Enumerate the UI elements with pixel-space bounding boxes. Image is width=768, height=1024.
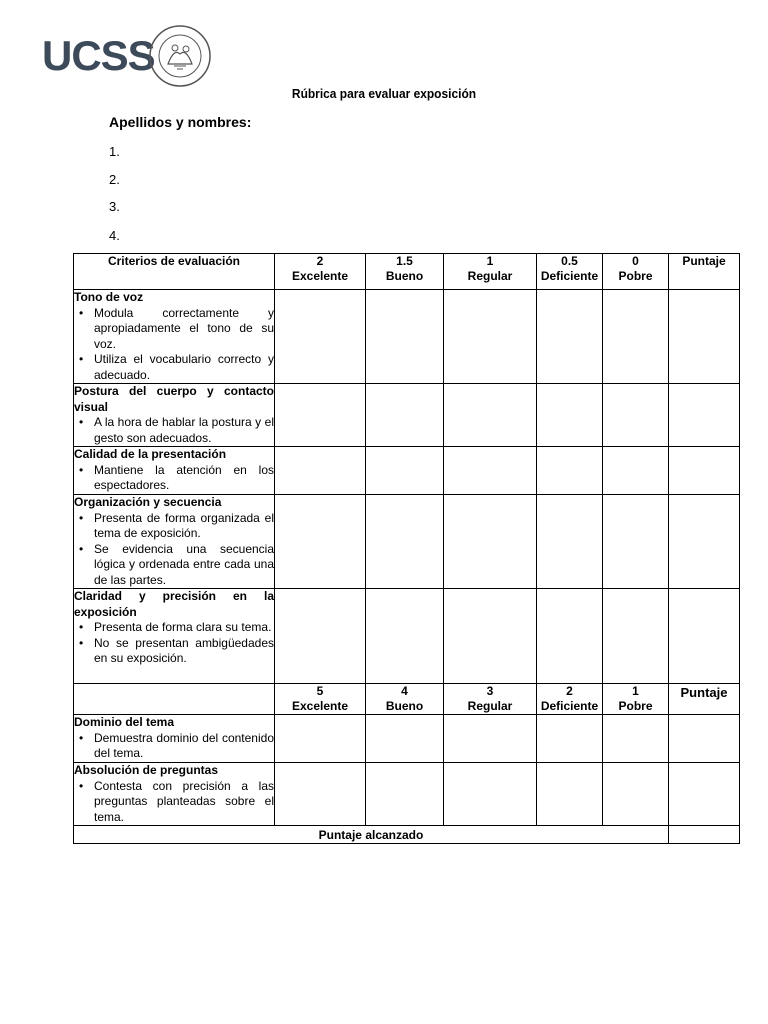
- score-cell[interactable]: [444, 495, 537, 589]
- criterion-cell: [74, 763, 275, 826]
- criterion-title: Calidad de la presentación: [74, 447, 227, 461]
- score-cell[interactable]: [603, 763, 669, 826]
- criterion-row: [74, 447, 740, 495]
- criterion-item: • Utiliza el vocabulario correcto y adecuado.: [94, 352, 274, 383]
- criterion-cell: [74, 495, 275, 589]
- level-header: 2 Excelente: [275, 254, 366, 290]
- criterion-row: [74, 589, 740, 684]
- criterion-row: [74, 763, 740, 826]
- logo-text: UCSS: [42, 32, 155, 79]
- score-cell[interactable]: [444, 290, 537, 384]
- score-cell[interactable]: [275, 384, 366, 447]
- score-cell[interactable]: [603, 589, 669, 684]
- points-cell[interactable]: [669, 495, 740, 589]
- document-title: Rúbrica para evaluar exposición: [291, 86, 477, 101]
- criterion-item: • No se presentan ambigüedades en su exposición.: [94, 636, 274, 667]
- level-header: 1.5 Bueno: [366, 254, 444, 290]
- criterion-row: [74, 384, 740, 447]
- criterion-item: • Mantiene la atención en los espectadores.: [94, 463, 274, 494]
- criterion-title: Organización y secuencia: [74, 495, 222, 509]
- criterion-cell: [74, 447, 275, 495]
- score-cell[interactable]: [444, 384, 537, 447]
- criterion-item: • Modula correctamente y apropiadamente el tono de su voz.: [94, 306, 274, 353]
- criterion-title: Postura del cuerpo y contacto visual: [74, 384, 274, 414]
- header-row: [74, 254, 740, 290]
- names-label: Apellidos y nombres:: [109, 114, 252, 130]
- score-header: Puntaje: [669, 254, 740, 290]
- criteria-header: Criterios de evaluación: [74, 254, 275, 290]
- rubric-table: [73, 253, 740, 844]
- criterion-title: Claridad y precisión en la exposición: [74, 589, 274, 619]
- points-cell[interactable]: [669, 290, 740, 384]
- criterion-row: [74, 715, 740, 763]
- criterion-title: Tono de voz: [74, 290, 144, 304]
- score-cell[interactable]: [603, 290, 669, 384]
- score-cell[interactable]: [537, 763, 603, 826]
- points-cell[interactable]: [669, 589, 740, 684]
- score-cell[interactable]: [603, 447, 669, 495]
- score-cell[interactable]: [366, 447, 444, 495]
- score-cell[interactable]: [366, 384, 444, 447]
- level-header: 0 Pobre: [603, 254, 669, 290]
- criterion-cell: [74, 589, 275, 684]
- score-cell[interactable]: [275, 589, 366, 684]
- score-cell[interactable]: [603, 495, 669, 589]
- score-cell[interactable]: [537, 447, 603, 495]
- criterion-title: Absolución de preguntas: [74, 763, 219, 777]
- score-cell[interactable]: [537, 589, 603, 684]
- level-header: 3 Regular: [444, 684, 537, 715]
- score-cell[interactable]: [537, 384, 603, 447]
- score-cell[interactable]: [537, 715, 603, 763]
- score-cell[interactable]: [366, 495, 444, 589]
- score-cell[interactable]: [444, 715, 537, 763]
- criterion-cell: [74, 715, 275, 763]
- ucss-logo: [42, 24, 222, 88]
- score-cell[interactable]: [275, 495, 366, 589]
- criterion-cell: [74, 290, 275, 384]
- score-cell[interactable]: [366, 589, 444, 684]
- level-header: 5 Excelente: [275, 684, 366, 715]
- criterion-item: • Presenta de forma clara su tema.: [94, 620, 274, 636]
- criterion-item: • Presenta de forma organizada el tema de exposición.: [94, 511, 274, 542]
- criterion-cell: [74, 384, 275, 447]
- score-cell[interactable]: [366, 763, 444, 826]
- points-cell[interactable]: [669, 715, 740, 763]
- level-header: 0.5 Deficiente: [537, 254, 603, 290]
- name-line-4: 4.: [109, 228, 120, 243]
- score-cell[interactable]: [537, 290, 603, 384]
- score-cell[interactable]: [275, 447, 366, 495]
- score-cell[interactable]: [603, 715, 669, 763]
- level-header: 4 Bueno: [366, 684, 444, 715]
- criterion-item: • A la hora de hablar la postura y el gesto son adecuados.: [94, 415, 274, 446]
- level-header: 1 Pobre: [603, 684, 669, 715]
- total-row: [74, 826, 740, 844]
- criterion-row: [74, 495, 740, 589]
- score-cell[interactable]: [444, 447, 537, 495]
- criterion-item: • Demuestra dominio del contenido del tema.: [94, 731, 274, 762]
- level-header: 1 Regular: [444, 254, 537, 290]
- score-cell[interactable]: [275, 290, 366, 384]
- score-cell[interactable]: [275, 715, 366, 763]
- name-line-3: 3.: [109, 199, 120, 214]
- name-line-1: 1.: [109, 144, 120, 159]
- name-line-2: 2.: [109, 172, 120, 187]
- empty-header-cell: [74, 684, 275, 715]
- score-cell[interactable]: [603, 384, 669, 447]
- score-cell[interactable]: [444, 763, 537, 826]
- score-cell[interactable]: [366, 290, 444, 384]
- score-header: Puntaje: [669, 684, 740, 715]
- points-cell[interactable]: [669, 763, 740, 826]
- criterion-item: • Se evidencia una secuencia lógica y ordenada entre cada una de las partes.: [94, 542, 274, 589]
- total-label: Puntaje alcanzado: [74, 826, 669, 844]
- level-header: 2 Deficiente: [537, 684, 603, 715]
- university-seal-icon: [148, 24, 212, 88]
- score-cell[interactable]: [537, 495, 603, 589]
- criterion-title: Dominio del tema: [74, 715, 175, 729]
- subheader-row: [74, 684, 740, 715]
- score-cell[interactable]: [366, 715, 444, 763]
- points-cell[interactable]: [669, 384, 740, 447]
- score-cell[interactable]: [444, 589, 537, 684]
- total-score-cell[interactable]: [669, 826, 740, 844]
- points-cell[interactable]: [669, 447, 740, 495]
- criterion-item: • Contesta con precisión a las preguntas planteadas sobre el tema.: [94, 779, 274, 826]
- criterion-row: [74, 290, 740, 384]
- score-cell[interactable]: [275, 763, 366, 826]
